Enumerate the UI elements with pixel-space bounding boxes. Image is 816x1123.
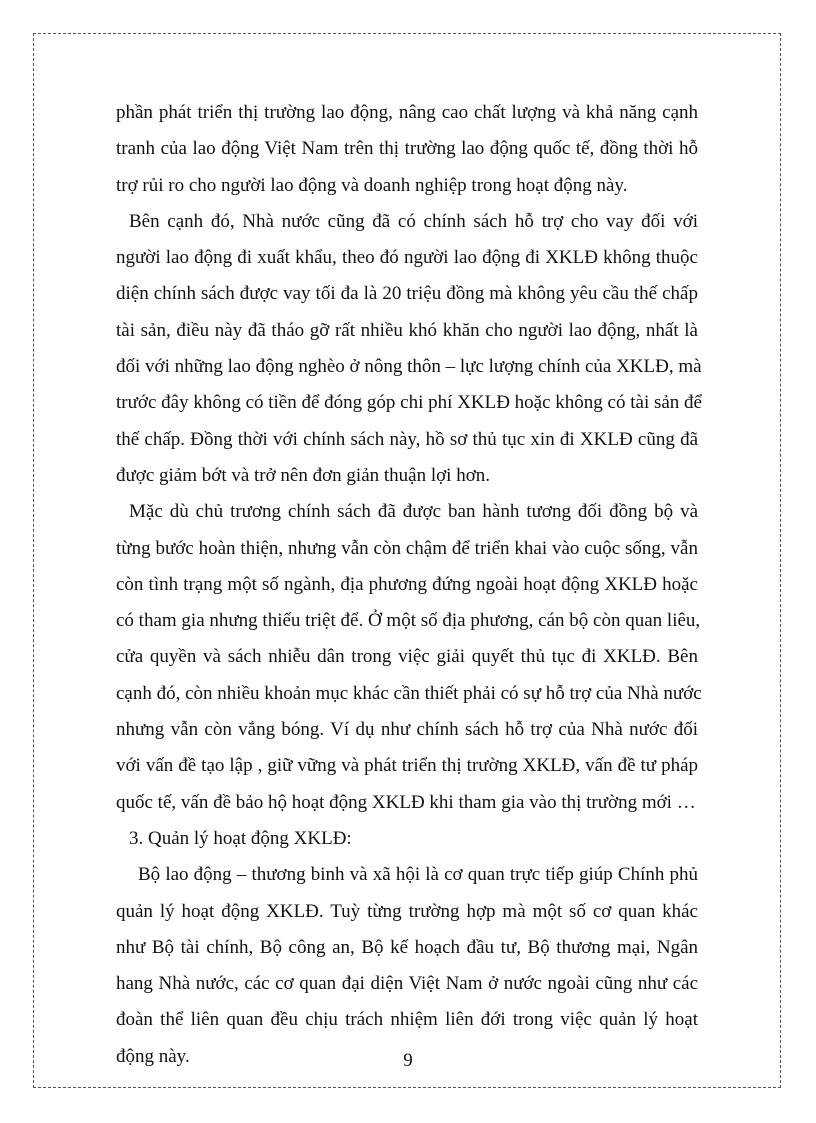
text-line: Bên cạnh đó, Nhà nước cũng đã có chính sách hỗ trợ cho vay đối với: [129, 210, 698, 232]
text-line: đoàn thể liên quan đều chịu trách nhiệm liên đới trong việc quản lý hoạt: [116, 1009, 698, 1031]
text-line: Bộ lao động – thương binh và xã hội là cơ quan trực tiếp giúp Chính phủ: [138, 864, 698, 886]
text-line: như Bộ tài chính, Bộ công an, Bộ kế hoạch đầu tư, Bộ thương mại, Ngân: [116, 936, 698, 958]
text-line: phần phát triển thị trường lao động, nâng cao chất lượng và khả năng cạnh: [116, 102, 698, 123]
paragraph-1: [116, 95, 698, 204]
document-body: [116, 95, 702, 1075]
text-line: quốc tế, vấn đề bảo hộ hoạt động XKLĐ khi tham gia vào thị trường mới …: [116, 791, 696, 813]
text-line: từng bước hoàn thiện, nhưng vẫn còn chậm để triển khai vào cuộc sống, vẫn: [116, 537, 698, 559]
text-line: cạnh đó, còn nhiều khoản mục khác cần thiết phải có sự hỗ trợ của Nhà nước: [116, 682, 702, 704]
text-line: thế chấp. Đồng thời với chính sách này, hồ sơ thủ tục xin đi XKLĐ cũng đã: [116, 428, 698, 450]
paragraph-3: [116, 494, 702, 821]
text-line: được giảm bớt và trở nên đơn giản thuận lợi hơn.: [116, 464, 490, 486]
section-heading: 3. Quản lý hoạt động XKLĐ:: [129, 827, 352, 849]
paragraph-4: [116, 857, 698, 1075]
text-line: với vấn đề tạo lập , giữ vững và phát triển thị trường XKLĐ, vấn đề tư pháp: [116, 755, 698, 777]
text-line: trước đây không có tiền để đóng góp chi phí XKLĐ hoặc không có tài sản để: [116, 392, 702, 414]
text-line: Mặc dù chủ trương chính sách đã được ban hành tương đối đồng bộ và: [129, 501, 698, 523]
text-line: hang Nhà nước, các cơ quan đại diện Việt Nam ở nước ngoài cũng như các: [116, 973, 698, 995]
text-line: đối với những lao động nghèo ở nông thôn – lực lượng chính của XKLĐ, mà: [116, 356, 702, 378]
text-line: diện chính sách được vay tối đa là 20 triệu đồng mà không yêu cầu thế chấp: [116, 283, 698, 305]
text-line: có tham gia nhưng thiếu triệt để. Ở một số địa phương, cán bộ còn quan liêu,: [116, 610, 701, 632]
text-line: tài sản, điều này đã tháo gỡ rất nhiều khó khăn cho người lao động, nhất là: [116, 319, 698, 341]
paragraph-2: [116, 204, 702, 494]
text-line: còn tình trạng một số ngành, địa phương đứng ngoài hoạt động XKLĐ hoặc: [116, 573, 698, 595]
text-line: người lao động đi xuất khẩu, theo đó người lao động đi XKLĐ không thuộc: [116, 247, 698, 269]
page-number: 9: [403, 1050, 413, 1071]
text-line: động này.: [116, 1045, 190, 1067]
text-line: nhưng vẫn còn vắng bóng. Ví dụ như chính sách hỗ trợ của Nhà nước đối: [116, 719, 698, 741]
text-line: cửa quyền và sách nhiễu dân trong việc giải quyết thủ tục đi XKLĐ. Bên: [116, 646, 698, 668]
text-line: tranh của lao động Việt Nam trên thị trường lao động quốc tế, đồng thời hỗ: [116, 138, 698, 160]
text-line: quản lý hoạt động XKLĐ. Tuỳ từng trường hợp mà một số cơ quan khác: [116, 900, 698, 922]
text-line: trợ rủi ro cho người lao động và doanh nghiệp trong hoạt động này.: [116, 174, 628, 196]
